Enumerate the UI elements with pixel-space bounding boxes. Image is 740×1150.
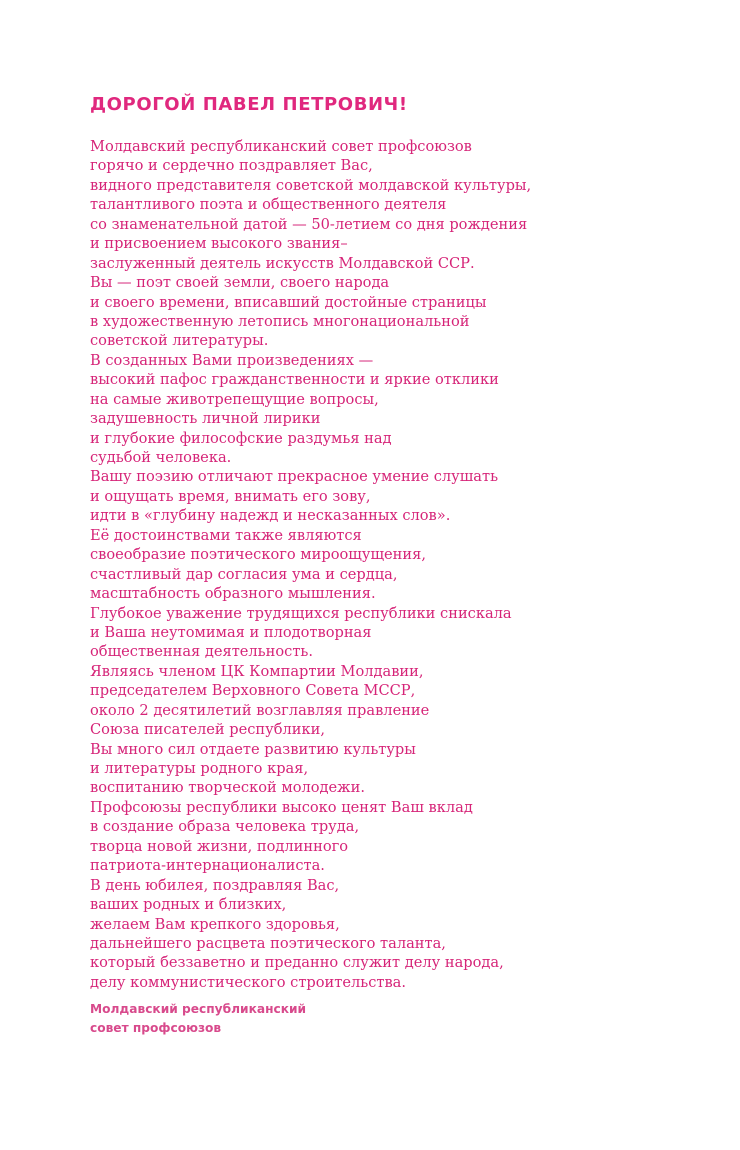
body-line: своеобразие поэтического мироощущения, [90,546,426,564]
signature-block [90,1000,306,1038]
greeting-heading: ДОРОГОЙ ПАВЕЛ ПЕТРОВИЧ! [90,94,408,115]
letter-body [90,137,531,992]
body-line: и своего времени, вписавший достойные страницы [90,293,487,311]
body-line: высокий пафос гражданственности и яркие отклики [90,371,499,389]
body-line: судьбой человека. [90,449,232,466]
body-line: горячо и сердечно поздравляет Вас, [90,157,373,175]
body-line: Вы много сил отдаете развитию культуры [90,740,416,758]
body-line: и ощущать время, внимать его зову, [90,487,371,505]
body-line: Молдавский республиканский совет профсоюзов [90,138,472,155]
body-line: идти в «глубину надежд и несказанных слов». [90,507,451,525]
body-line: председателем Верховного Совета МССР, [90,682,416,700]
signature-line: совет профсоюзов [90,1021,222,1035]
body-line: в создание образа человека труда, [90,818,360,836]
body-line: со знаменательной датой — 50-летием со дня рождения [90,215,528,233]
body-line: задушевность личной лирики [90,410,321,428]
body-line: счастливый дар согласия ума и сердца, [90,565,398,583]
body-line: В созданных Вами произведениях — [90,351,374,369]
body-line: творца новой жизни, подлинного [90,837,349,855]
body-line: желаем Вам крепкого здоровья, [90,915,340,933]
body-line: Союза писателей республики, [90,721,326,739]
body-line: в художественную летопись многонациональной [90,312,470,330]
body-line: Являясь членом ЦК Компартии Молдавии, [90,662,424,680]
body-line: на самые животрепещущие вопросы, [90,390,379,408]
body-line: и литературы родного края, [90,760,309,777]
body-line: В день юбилея, поздравляя Вас, [90,876,340,894]
body-line: и глубокие философские раздумья над [90,429,392,447]
body-line: масштабность образного мышления. [90,585,376,603]
body-line: советской литературы. [90,332,269,350]
body-line: Глубокое уважение трудящихся республики снискала [90,604,512,622]
body-line: дальнейшего расцвета поэтического таланта, [90,934,446,952]
body-line: общественная деятельность. [90,643,313,661]
body-line: и Ваша неутомимая и плодотворная [90,623,372,641]
body-line: Вашу поэзию отличают прекрасное умение слушать [90,468,499,486]
body-line: видного представителя советской молдавской культуры, [90,176,532,194]
body-line: и присвоением высокого звания– [90,235,348,253]
body-line: делу коммунистического строительства. [90,973,407,991]
body-line: ваших родных и близких, [90,896,287,914]
body-line: около 2 десятилетий возглавляя правление [90,701,430,719]
body-line: Её достоинствами также являются [90,526,362,544]
signature-line: Молдавский республиканский [90,1002,307,1016]
body-line: Профсоюзы республики высоко ценят Ваш вклад [90,798,473,816]
body-line: который беззаветно и преданно служит делу народа, [90,954,504,972]
body-line: талантливого поэта и общественного деятеля [90,196,447,214]
body-line: заслуженный деятель искусств Молдавской ССР. [90,254,475,272]
body-line: Вы — поэт своей земли, своего народа [90,274,390,292]
body-line: воспитанию творческой молодежи. [90,779,365,797]
body-line: патриота-интернационалиста. [90,857,325,875]
